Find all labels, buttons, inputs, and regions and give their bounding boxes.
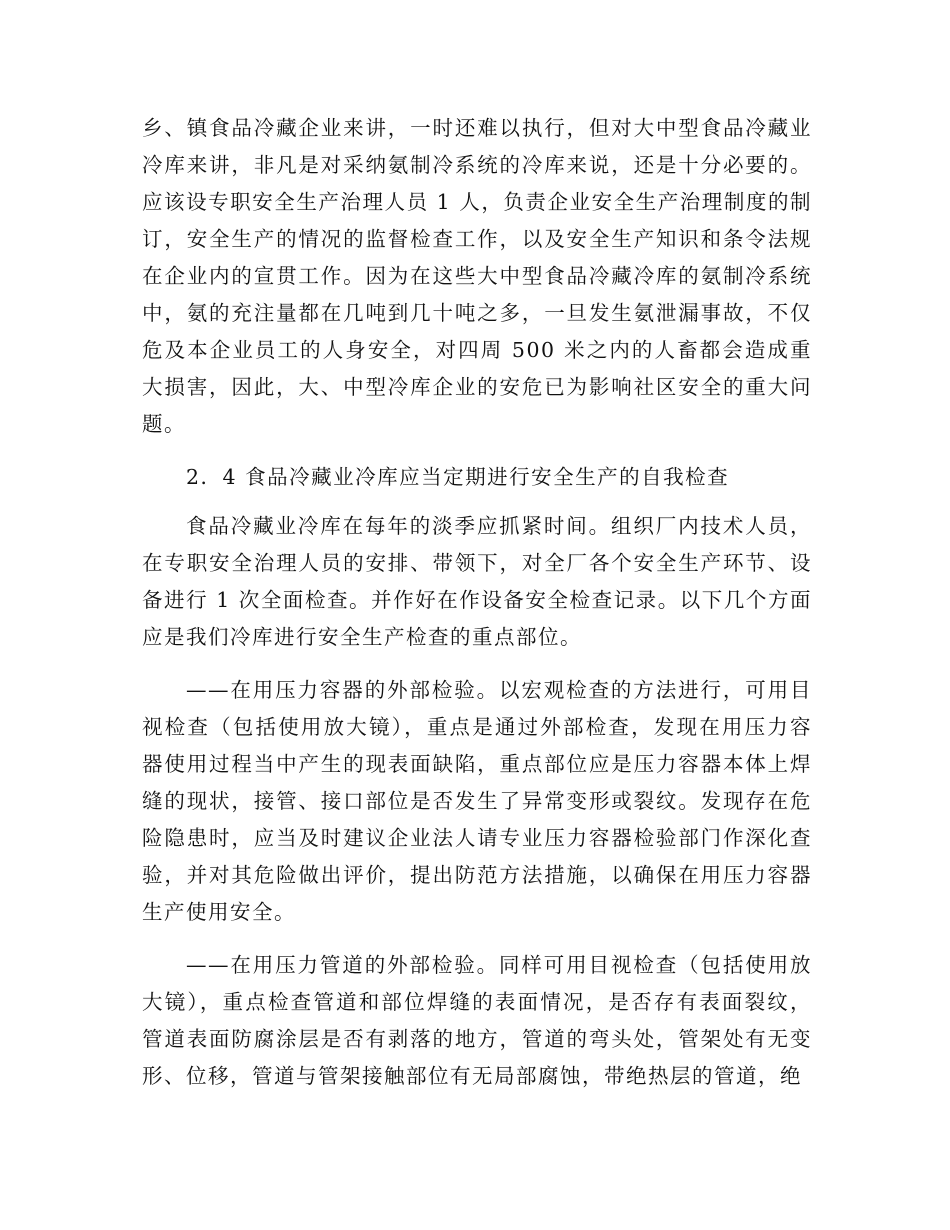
paragraph-gap [142,656,812,672]
paragraph-continuation: 乡、镇食品冷藏企业来讲，一时还难以执行，但对大中型食品冷藏业冷库来讲，非凡是对采纳氨制冷系统的冷库来说，还是十分必要的。应该设专职安全生产治理人员 1 人，负责企业安全生产治理制度的制订，安全生产的情况的监督检查工作，以及安全生产知识和条令法规在企业内的宣贯工作。因为在这些大中型食品冷藏冷库的氨制冷系统中，氨的充注量都在几吨到几十吨之多，一旦发生氨泄漏事故，不仅危及本企业员工的人身安全，对四周 500 米之内的人畜都会造成重大损害，因此，大、中型冷库企业的安危已为影响社区安全的重大问题。 [142,116,812,436]
paragraph-pressure-pipeline: ——在用压力管道的外部检验。同样可用目视检查（包括使用放大镜），重点检查管道和部位焊缝的表面情况，是否存有表面裂纹，管道表面防腐涂层是否有剥落的地方，管道的弯头处，管架处有无变形、位移，管道与管架接触部位有无局部腐蚀，带绝热层的管道，绝 [142,953,812,1088]
paragraph-gap [142,443,812,459]
document-body [142,110,812,1095]
section-heading: 2．4 食品冷藏业冷库应当定期进行安全生产的自我检查 [186,465,730,489]
paragraph-gap [142,931,812,947]
paragraph-pressure-vessel: ——在用压力容器的外部检验。以宏观检查的方法进行，可用目视检查（包括使用放大镜），重点是通过外部检查，发现在用压力容器使用过程当中产生的现表面缺陷，重点部位应是压力容器本体上焊缝的现状，接管、接口部位是否发生了异常变形或裂纹。发现存在危险隐患时，应当及时建议企业法人请专业压力容器检验部门作深化查验，并对其危险做出评价，提出防范方法措施，以确保在用压力容器生产使用安全。 [142,678,812,924]
paragraph-inspection-intro: 食品冷藏业冷库在每年的淡季应抓紧时间。组织厂内技术人员，在专职安全治理人员的安排、带领下，对全厂各个安全生产环节、设备进行 1 次全面检查。并作好在作设备安全检查记录。以下几个方面应是我们冷库进行安全生产检查的重点部位。 [142,514,812,649]
paragraph-gap [142,496,812,508]
